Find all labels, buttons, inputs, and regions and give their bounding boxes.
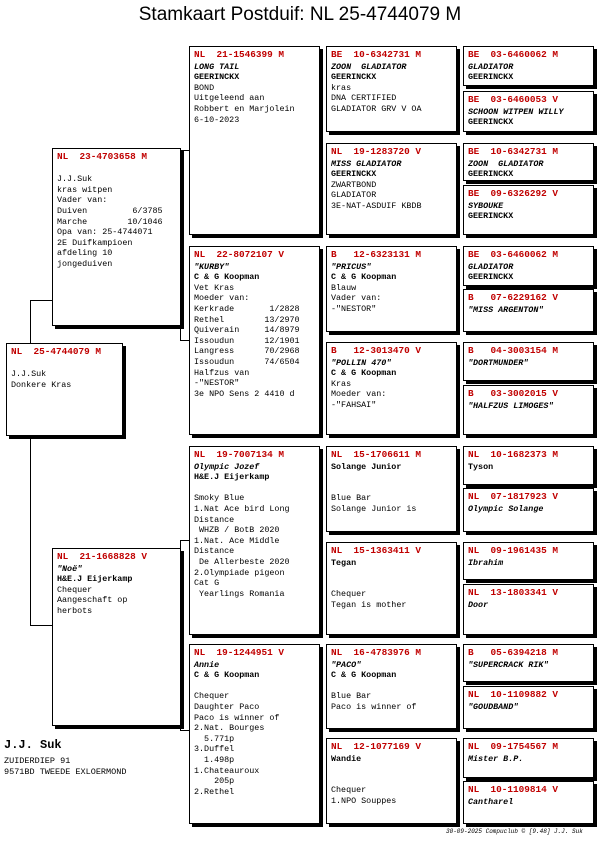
pedigree-card-mfmf[interactable]: NL 09-1961435 M Ibrahim [463, 542, 594, 580]
ring-number: NL 23-4703658 M [57, 151, 148, 162]
ring-number: BE 10-6342731 M [468, 146, 559, 157]
pedigree-card-mfff[interactable]: NL 10-1682373 M Tyson [463, 446, 594, 485]
ring-number: NL 16-4783976 M [331, 647, 422, 658]
connector-line [180, 340, 189, 341]
owner-address-street: ZUIDERDIEP 91 [4, 756, 71, 766]
pedigree-card-mffm[interactable]: NL 07-1817923 V Olympic Solange [463, 488, 594, 532]
pedigree-card-father[interactable]: NL 23-4703658 M J.J.Suk kras witpen Vader van: Duiven 6/3785 Marche 10/1046 Opa van: 25-4744071 2E Duifkampioen afdeling 10 jongeduiven [52, 148, 181, 326]
pedigree-card-mmff[interactable]: B 05-6394218 M "SUPERCRACK RIK" [463, 644, 594, 682]
pedigree-card-mmfm[interactable]: NL 10-1109882 V "GOUDBAND" [463, 686, 594, 729]
pedigree-card-mother[interactable]: NL 21-1668828 V "Noë" H&E.J Eijerkamp Chequer Aangeschaft op herbots [52, 548, 181, 726]
pedigree-card-mm[interactable]: NL 19-1244951 V Annie C & G Koopman Chequer Daughter Paco Paco is winner of 2.Nat. Bourges 5.771p 3.Duffel 1.498p 1.Chateauroux 205p 2.Rethel [189, 644, 320, 824]
ring-number: NL 21-1546399 M [194, 49, 285, 60]
footer-credit: 30-09-2025 Compuclub © [9.48] J.J. Suk [446, 828, 583, 835]
owner-address-city: 9571BD TWEEDE EXLOERMOND [4, 767, 127, 777]
ring-number: BE 09-6326292 V [468, 188, 559, 199]
ring-number: B 03-3002015 V [468, 388, 559, 399]
pedigree-card-fmff[interactable]: BE 03-6460062 M GLADIATOR GEERINCKX [463, 246, 594, 286]
ring-number: B 04-3003154 M [468, 345, 559, 356]
ring-number: B 12-6323131 M [331, 249, 422, 260]
pedigree-card-fffm[interactable]: BE 03-6460053 V SCHOON WITPEN WILLY GEERINCKX [463, 91, 594, 132]
page-title: Stamkaart Postduif: NL 25-4744079 M [138, 4, 462, 25]
pedigree-card-mmmm[interactable]: NL 10-1109814 V Cantharel [463, 781, 594, 824]
owner-name: J.J. Suk [4, 738, 62, 752]
pedigree-card-ffmf[interactable]: BE 10-6342731 M ZOON GLADIATOR GEERINCKX [463, 143, 594, 181]
ring-number: NL 19-7007134 M [194, 449, 285, 460]
pedigree-card-fmfm[interactable]: B 07-6229162 V "MISS ARGENTON" [463, 289, 594, 332]
ring-number: BE 03-6460062 M [468, 49, 559, 60]
pedigree-card-mmm[interactable]: NL 12-1077169 V Wandie Chequer 1.NPO Souppes [326, 738, 457, 824]
ring-number: NL 13-1803341 V [468, 587, 559, 598]
ring-number: NL 19-1283720 V [331, 146, 422, 157]
ring-number: BE 03-6460062 M [468, 249, 559, 260]
connector-line [180, 730, 189, 731]
connector-line [180, 150, 189, 151]
pedigree-card-mff[interactable]: NL 15-1706611 M Solange Junior Blue Bar Solange Junior is [326, 446, 457, 532]
pedigree-card-fmmf[interactable]: B 04-3003154 M "DORTMUNDER" [463, 342, 594, 381]
ring-number: NL 15-1706611 M [331, 449, 422, 460]
ring-number: NL 10-1109814 V [468, 784, 559, 795]
pedigree-card-mfmm[interactable]: NL 13-1803341 V Door [463, 584, 594, 635]
pedigree-card-mfm[interactable]: NL 15-1363411 V Tegan Chequer Tegan is mother [326, 542, 457, 635]
ring-number: NL 21-1668828 V [57, 551, 148, 562]
connector-line [180, 540, 189, 541]
pedigree-card-fff[interactable]: BE 10-6342731 M ZOON GLADIATOR GEERINCKX kras DNA CERTIFIED GLADIATOR GRV V OA [326, 46, 457, 132]
pedigree-card-mmmf[interactable]: NL 09-1754567 M Mister B.P. [463, 738, 594, 778]
pedigree-card-fmf[interactable]: B 12-6323131 M "PRICUS" C & G Koopman Blauw Vader van: -"NESTOR" [326, 246, 457, 332]
pedigree-card-ffff[interactable]: BE 03-6460062 M GLADIATOR GEERINCKX [463, 46, 594, 86]
ring-number: NL 07-1817923 V [468, 491, 559, 502]
ring-number: B 05-6394218 M [468, 647, 559, 658]
ring-number: NL 25-4744079 M [11, 346, 102, 357]
pedigree-card-mf[interactable]: NL 19-7007134 M Olympic Jozef H&E.J Eijerkamp Smoky Blue 1.Nat Ace bird Long Distance WHZB / BotB 2020 1.Nat. Ace Middle Distance De Allerbeste 2020 2.Olympiade pigeon Cat G Yearlings Romania [189, 446, 320, 635]
ring-number: NL 10-1682373 M [468, 449, 559, 460]
pedigree-card-ff[interactable]: NL 21-1546399 M LONG TAIL GEERINCKX BOND Uitgeleend aan Robbert en Marjolein 6-10-2023 [189, 46, 320, 235]
pedigree-card-fmm[interactable]: B 12-3013470 V "POLLIN 470" C & G Koopman Kras Moeder van: -"FAHSAI" [326, 342, 457, 435]
pedigree-card-mmf[interactable]: NL 16-4783976 M "PACO" C & G Koopman Blue Bar Paco is winner of [326, 644, 457, 729]
connector-line [30, 625, 52, 626]
ring-number: NL 22-8072107 V [194, 249, 285, 260]
ring-number: BE 03-6460053 V [468, 94, 559, 105]
ring-number: NL 10-1109882 V [468, 689, 559, 700]
owner-info [4, 740, 126, 778]
ring-number: NL 12-1077169 V [331, 741, 422, 752]
ring-number: NL 19-1244951 V [194, 647, 285, 658]
pedigree-card-subject[interactable]: NL 25-4744079 M J.J.Suk Donkere Kras [6, 343, 123, 436]
ring-number: BE 10-6342731 M [331, 49, 422, 60]
pedigree-card-ffm[interactable]: NL 19-1283720 V MISS GLADIATOR GEERINCKX ZWARTBOND GLADIATOR 3E-NAT-ASDUIF KBDB [326, 143, 457, 235]
pedigree-card-ffmm[interactable]: BE 09-6326292 V SYBOUKE GEERINCKX [463, 185, 594, 235]
ring-number: NL 09-1961435 M [468, 545, 559, 556]
ring-number: NL 09-1754567 M [468, 741, 559, 752]
pedigree-card-fmmm[interactable]: B 03-3002015 V "HALFZUS LIMOGES" [463, 385, 594, 435]
pedigree-card-fm[interactable]: NL 22-8072107 V "KURBY" C & G Koopman Vet Kras Moeder van: Kerkrade 1/2828 Rethel 13/2970 Quiverain 14/8979 Issoudun 12/1901 Langress 70/2968 Issoudun 74/6504 Halfzus van -"NESTOR" 3e NPO Sens 2 4410 d [189, 246, 320, 435]
connector-line [30, 300, 52, 301]
ring-number: NL 15-1363411 V [331, 545, 422, 556]
ring-number: B 07-6229162 V [468, 292, 559, 303]
ring-number: B 12-3013470 V [331, 345, 422, 356]
